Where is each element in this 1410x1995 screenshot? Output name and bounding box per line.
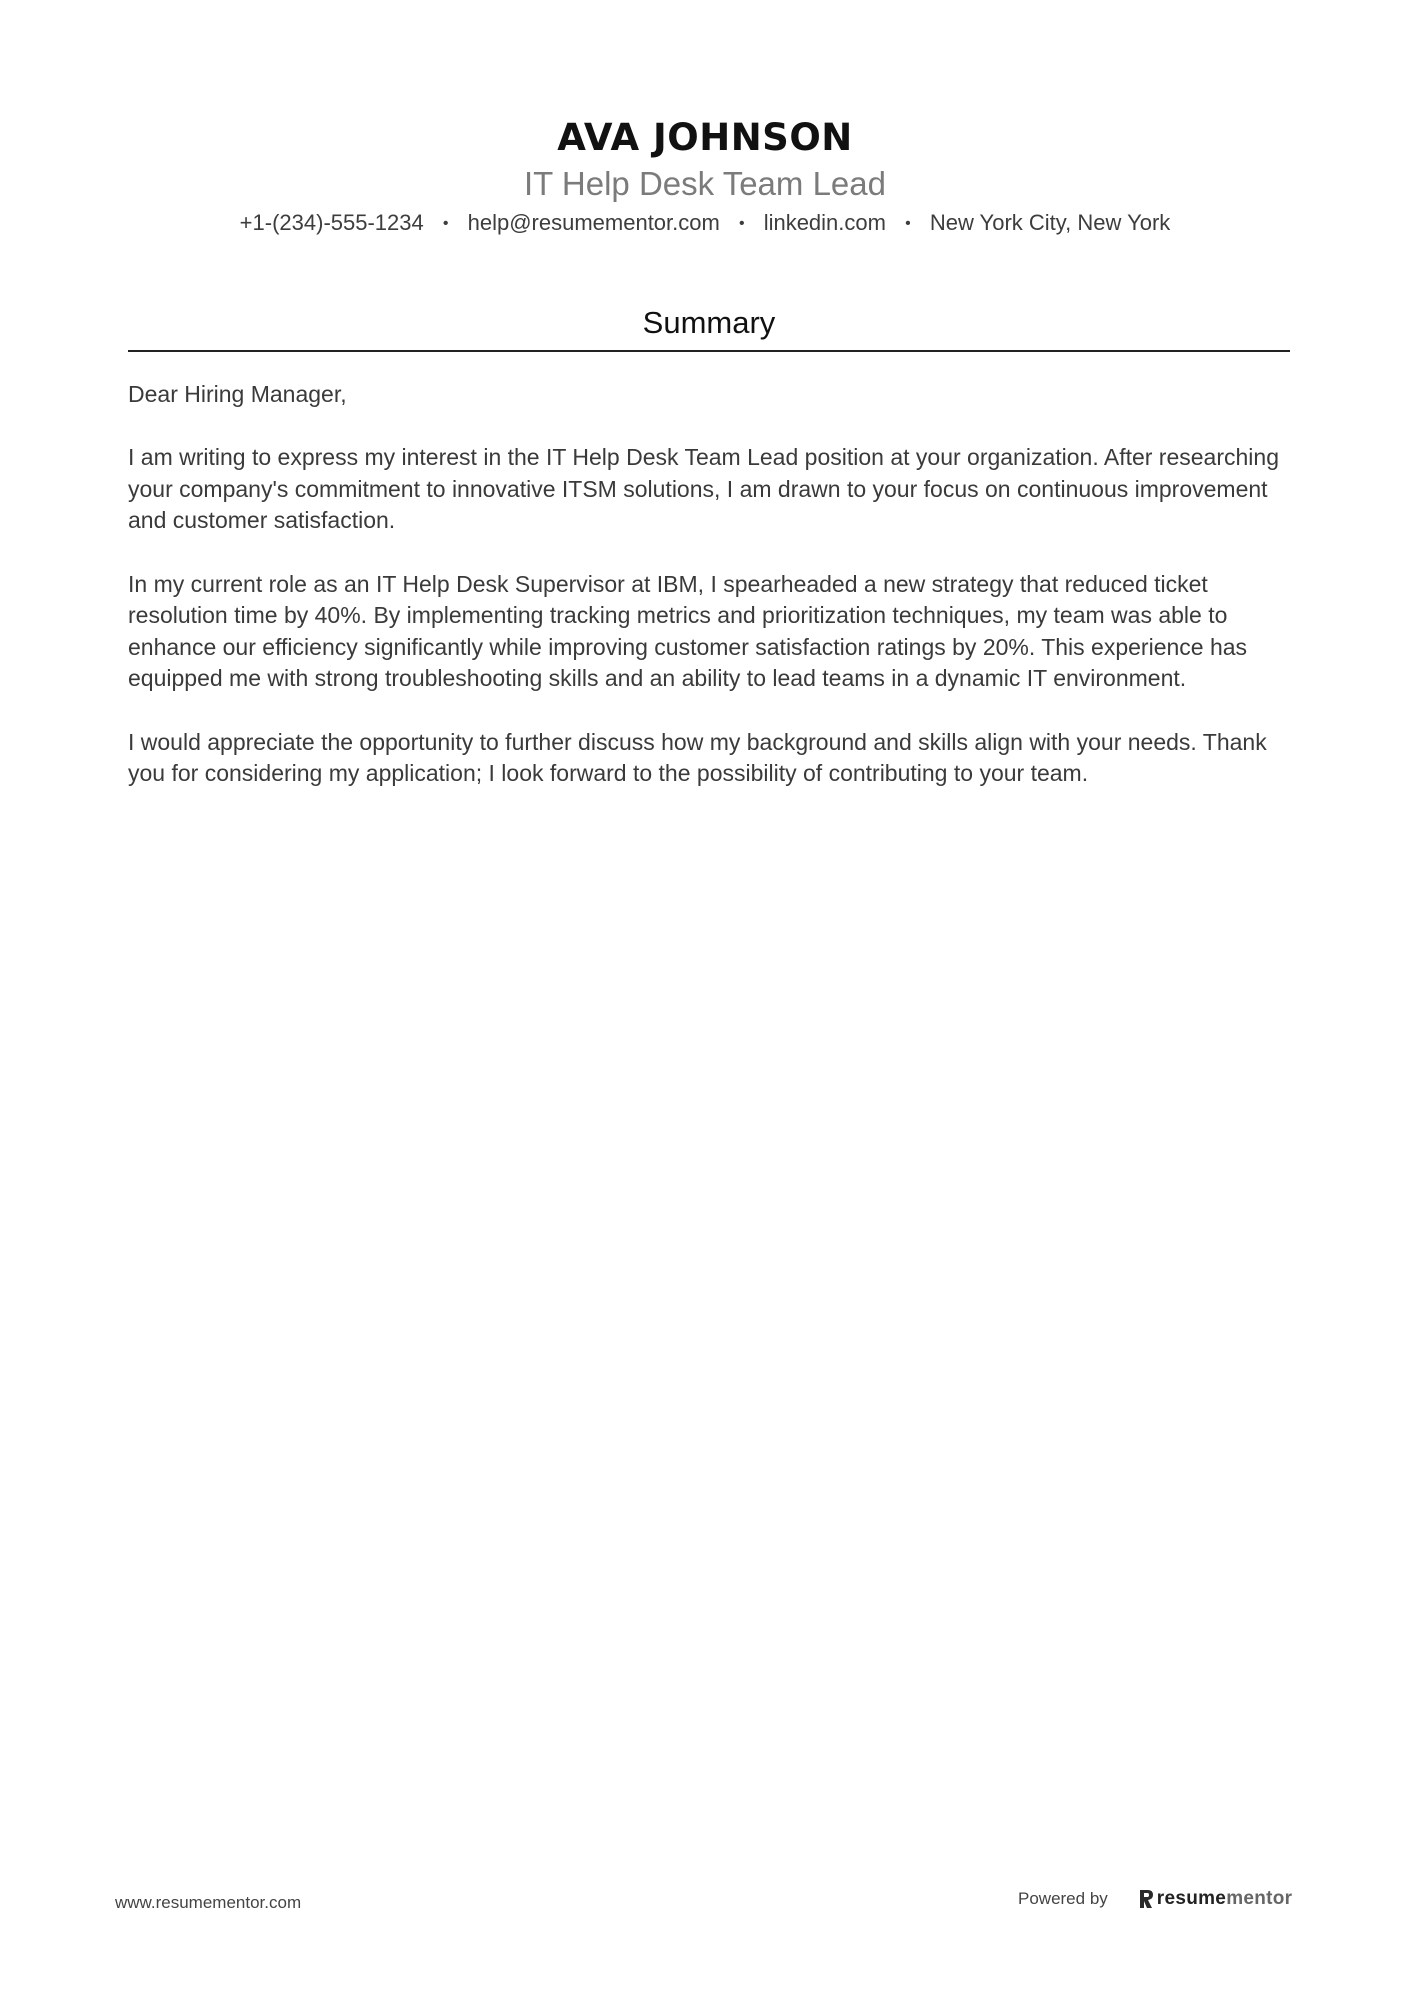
contact-phone: +1-(234)-555-1234: [239, 210, 424, 235]
powered-by-label: Powered by: [1018, 1889, 1108, 1908]
footer-website-link[interactable]: www.resumementor.com: [115, 1893, 302, 1912]
brand-name-part2: mentor: [1226, 1888, 1293, 1909]
contact-location: New York City, New York: [929, 210, 1171, 235]
section-divider: [128, 350, 1290, 352]
summary-paragraph-2: In my current role as an IT Help Desk Supervisor at IBM, I spearheaded a new strategy that reduced ticket resolution time by 40%. By implementing tracking metrics and prioritization techniques, my team was able to enhance our efficiency significantly while improving customer satisfaction ratings by 20%. This experience has equipped me with strong troubleshooting skills and an ability to lead teams in a dynamic IT environment.: [128, 570, 1248, 692]
summary-body: [128, 379, 1293, 821]
summary-paragraph-3: I would appreciate the opportunity to further discuss how my background and skills align with your needs. Thank you for considering my application; I look forward to the possibility of contributing to your team.: [128, 728, 1267, 787]
brand-name-part1: resume: [1156, 1888, 1227, 1909]
greeting: Dear Hiring Manager,: [128, 381, 347, 407]
candidate-name: AVA JOHNSON: [557, 116, 853, 159]
contact-separator: •: [442, 215, 449, 232]
contact-separator: •: [738, 215, 745, 232]
contact-linkedin[interactable]: linkedin.com: [763, 210, 886, 235]
resumementor-logo-icon: [1138, 1889, 1154, 1909]
brand-logo[interactable]: [1138, 1888, 1293, 1910]
contact-email[interactable]: help@resumementor.com: [467, 210, 720, 235]
resume-header: [0, 112, 1410, 241]
footer-branding: [1018, 1888, 1292, 1910]
summary-heading: Summary: [642, 305, 776, 340]
job-title: IT Help Desk Team Lead: [524, 165, 886, 202]
contact-separator: •: [905, 215, 911, 232]
contact-line: [0, 206, 1410, 241]
summary-paragraph-1: I am writing to express my interest in the IT Help Desk Team Lead position at your organization. After researching your company's commitment to innovative ITSM solutions, I am drawn to your focus on continuous improvement and customer satisfaction.: [128, 444, 1279, 534]
